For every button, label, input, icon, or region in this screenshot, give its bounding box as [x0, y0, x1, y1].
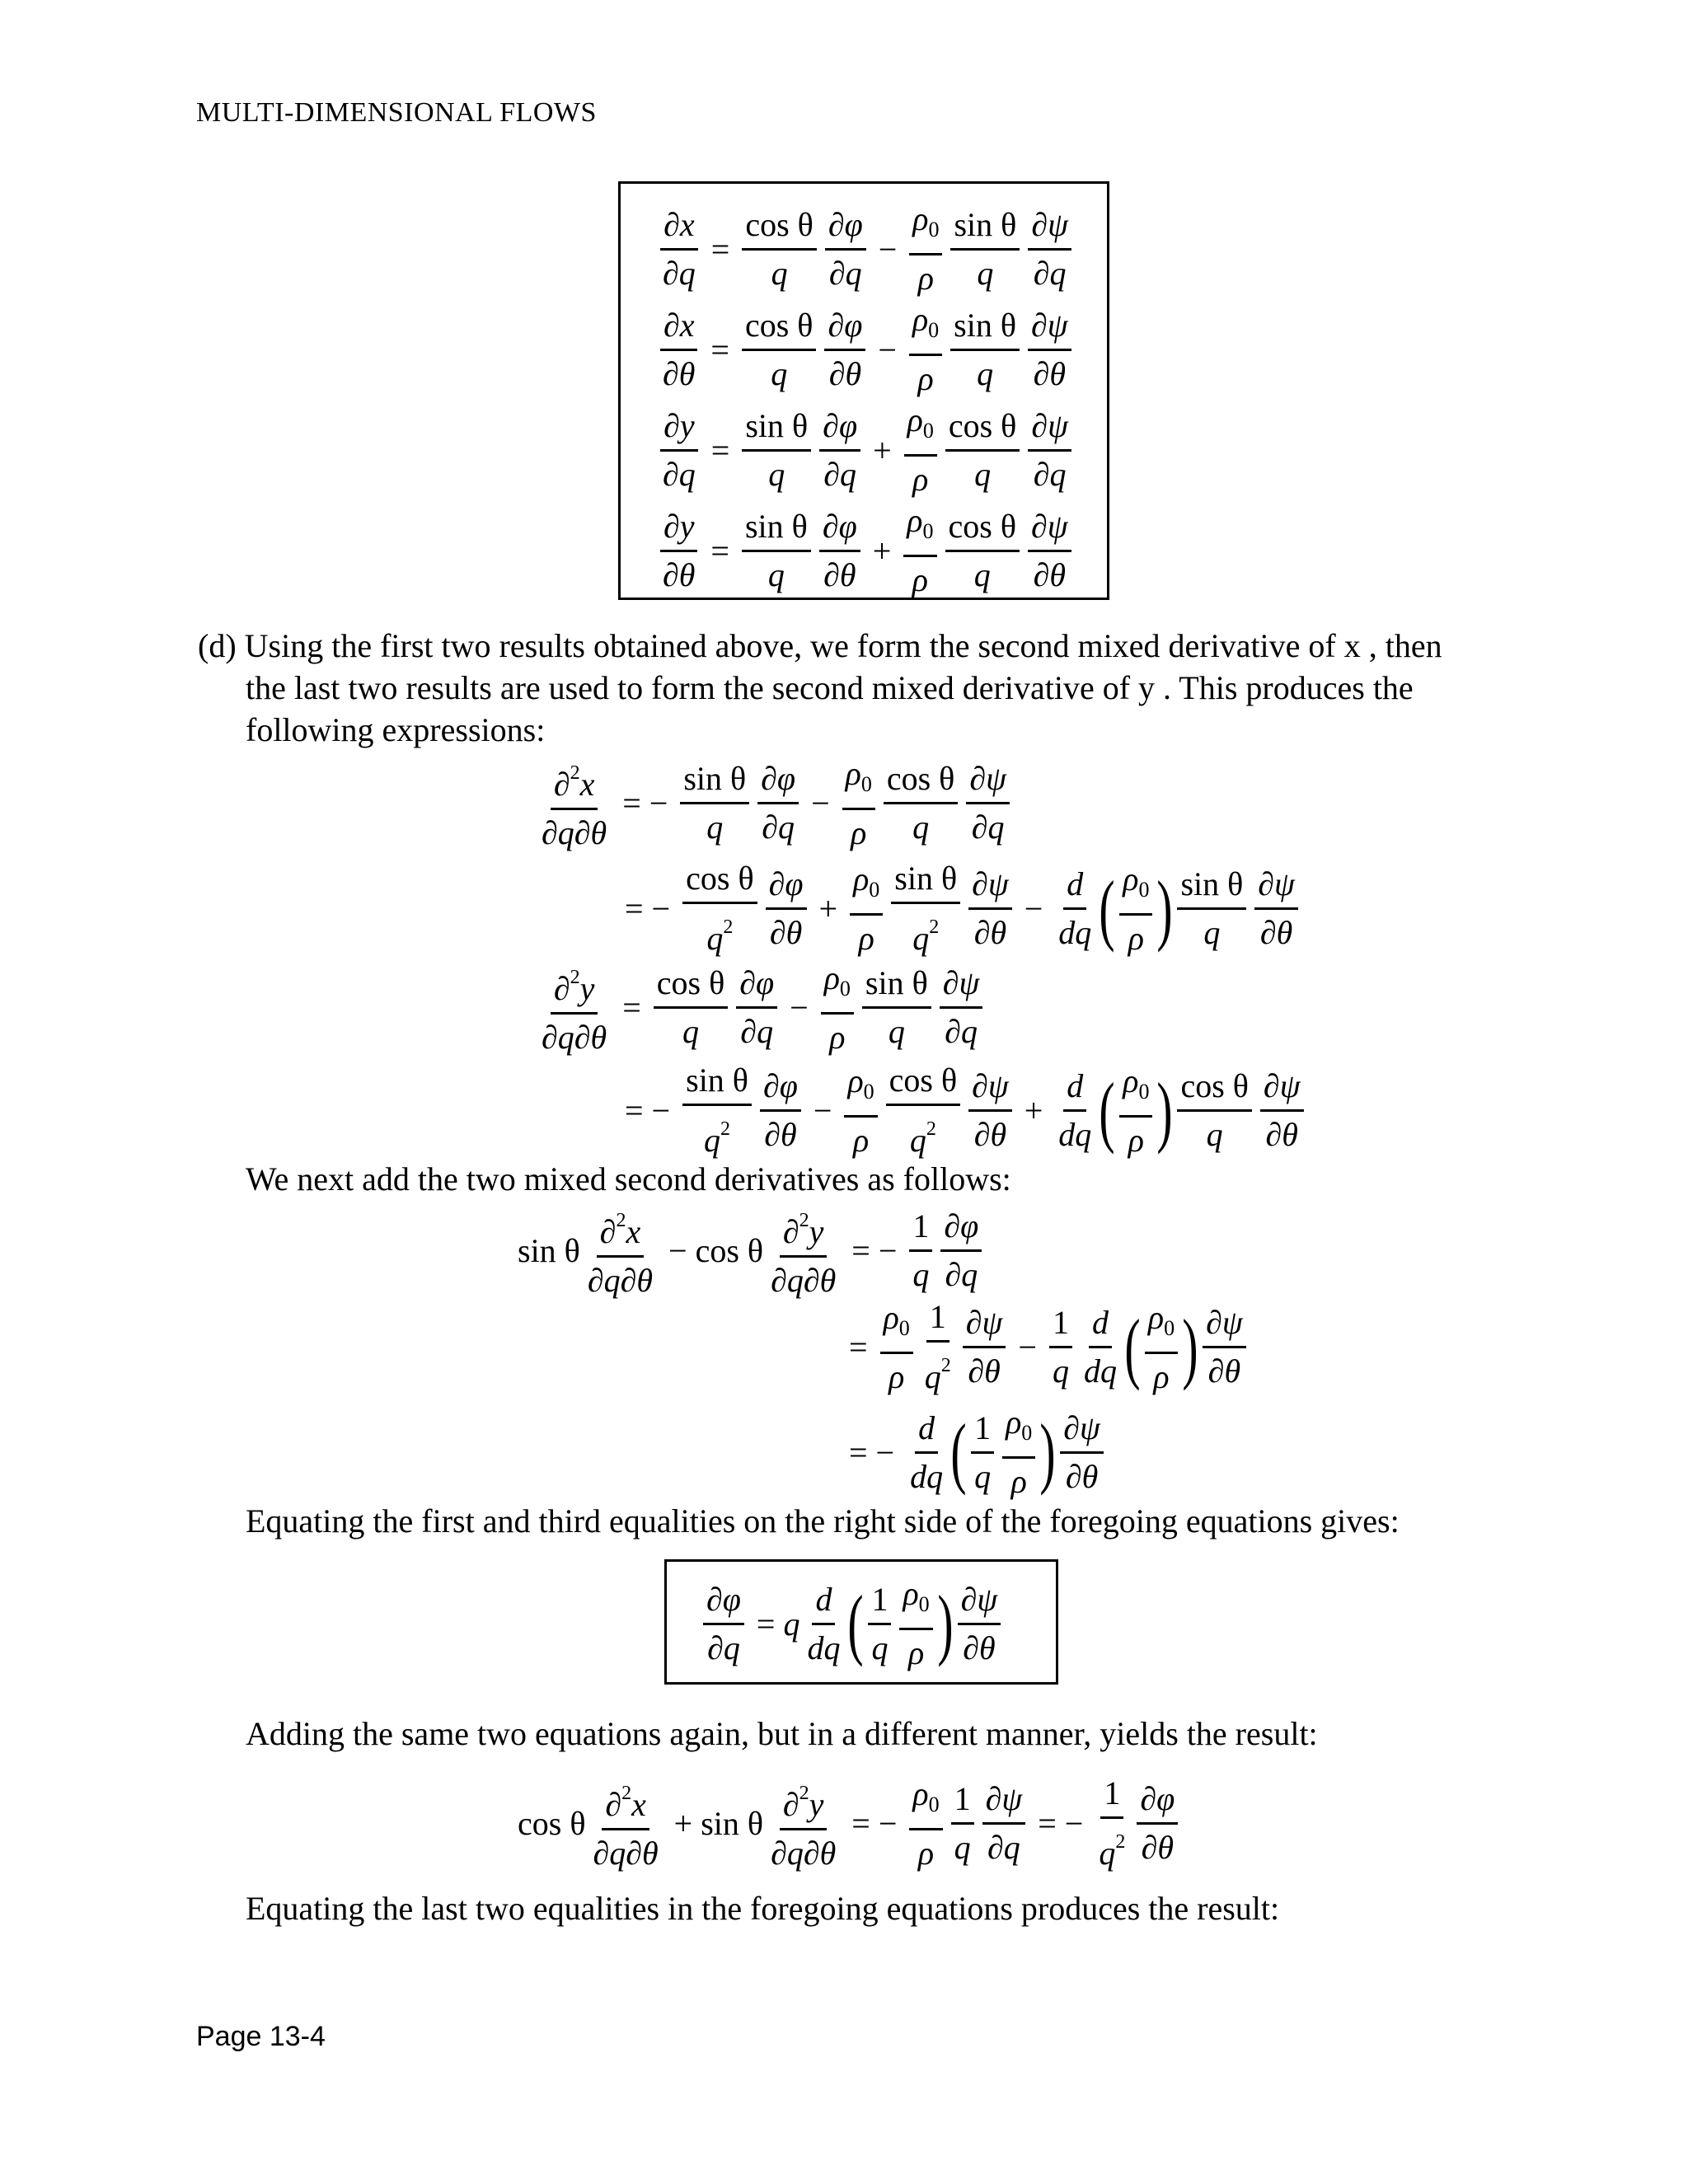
paragraph-adding-again: Adding the same two equations again, but in a different manner, yields the result:: [246, 1715, 1318, 1752]
equation-dx-dtheta: $\frac{\partial x}{\partial\theta}$ = $\frac{\text{cos θ}}{q}$ $\frac{\partial\varphi}{\partial\theta}$ − $\frac{\rho_0}{\rho}$ $\frac{\text{sin θ}}{q}$ $\frac{\partial\psi}{\partial\theta}$: [655, 298, 1076, 401]
equation-dy-dtheta: $\frac{\partial y}{\partial\theta}$ = $\frac{\text{sin θ}}{q}$ $\frac{\partial\varphi}{\partial\theta}$ + $\frac{\rho_0}{\rho}$ $\frac{\text{cos θ}}{q}$ $\frac{\partial\psi}{\partial\theta}$: [655, 499, 1076, 602]
equation-dphi-dq-result: $\frac{\partial\varphi}{\partial q}$ = q $\frac{d}{dq}$ ( $\frac{1}{q}$ $\frac{\rho_0}{\rho}$ ) $\frac{\partial\psi}{\partial\theta}$: [699, 1572, 1005, 1675]
equation-d2y-line2: = − $\frac{\text{sin θ}}{q^2}$ $\frac{\partial\varphi}{\partial\theta}$ − $\frac{\rho_0}{\rho}$ $\frac{\text{cos θ}}{q^2}$ $\frac{\partial\psi}{\partial\theta}$ + $\frac{d}{dq}$ ( $\frac{\rho_0}{\rho}$ ) $\frac{\text{cos θ}}{q}$ $\frac{\partial\psi}{\partial\theta}$: [617, 1059, 1308, 1162]
equation-sum-line3: = − $\frac{d}{dq}$ ( $\frac{1}{q}$ $\frac{\rho_0}{\rho}$ ) $\frac{\partial\psi}{\partial\theta}$: [841, 1401, 1108, 1503]
fraction: $\frac{\partial\varphi}{\partial q}$: [825, 204, 866, 295]
equation-dy-dq: $\frac{\partial y}{\partial q}$ = $\frac{\text{sin θ}}{q}$ $\frac{\partial\varphi}{\partial q}$ + $\frac{\rho_0}{\rho}$ $\frac{\text{cos θ}}{q}$ $\frac{\partial\psi}{\partial q}$: [655, 399, 1076, 501]
paragraph-add-mixed: We next add the two mixed second derivatives as follows:: [246, 1160, 1011, 1197]
equation-sum-line1: sin θ $\frac{\partial^2x}{\partial q\partial\theta}$ − cos θ $\frac{\partial^2y}{\partial q\partial\theta}$ = − $\frac{1}{q}$ $\frac{\partial\varphi}{\partial q}$: [518, 1199, 986, 1302]
equation-d2y-line1: $\frac{\partial^2y}{\partial q\partial\theta}$ = $\frac{\text{cos θ}}{q}$ $\frac{\partial\varphi}{\partial q}$ − $\frac{\rho_0}{\rho}$ $\frac{\text{sin θ}}{q}$ $\frac{\partial\psi}{\partial q}$: [534, 956, 987, 1059]
equation-second-sum: cos θ $\frac{\partial^2x}{\partial q\partial\theta}$ + sin θ $\frac{\partial^2y}{\partial q\partial\theta}$ = − $\frac{\rho_0}{\rho}$ $\frac{1}{q}$ $\frac{\partial\psi}{\partial q}$ = − $\frac{1}{q^2}$ $\frac{\partial\varphi}{\partial\theta}$: [518, 1772, 1182, 1875]
running-header: MULTI-DIMENSIONAL FLOWS: [196, 97, 597, 128]
equation-d2x-line2: = − $\frac{\text{cos θ}}{q^2}$ $\frac{\partial\varphi}{\partial\theta}$ + $\frac{\rho_0}{\rho}$ $\frac{\text{sin θ}}{q^2}$ $\frac{\partial\psi}{\partial\theta}$ − $\frac{d}{dq}$ ( $\frac{\rho_0}{\rho}$ ) $\frac{\text{sin θ}}{q}$ $\frac{\partial\psi}{\partial\theta}$: [617, 857, 1302, 960]
paragraph-d-line2: the last two results are used to form the second mixed derivative of y . This produces the: [246, 669, 1414, 706]
equation-sum-line2: = $\frac{\rho_0}{\rho}$ $\frac{1}{q^2}$ $\frac{\partial\psi}{\partial\theta}$ − $\frac{1}{q}$ $\frac{d}{dq}$ ( $\frac{\rho_0}{\rho}$ ) $\frac{\partial\psi}{\partial\theta}$: [841, 1296, 1250, 1399]
fraction: $\frac{\partial\psi}{\partial q}$: [1028, 204, 1071, 295]
fraction: $\frac{\partial x}{\partial q}$: [659, 204, 699, 295]
fraction: $\frac{\rho_0}{\rho}$: [909, 198, 942, 300]
equation-dx-dq: $\frac{\partial x}{\partial q}$ = $\frac{\text{cos θ}}{q}$ $\frac{\partial\varphi}{\partial q}$ − $\frac{\rho_0}{\rho}$ $\frac{\text{sin θ}}{q}$ $\frac{\partial\psi}{\partial q}$: [655, 198, 1076, 300]
equation-d2x-line1: $\frac{\partial^2x}{\partial q\partial\theta}$ = − $\frac{\text{sin θ}}{q}$ $\frac{\partial\varphi}{\partial q}$ − $\frac{\rho_0}{\rho}$ $\frac{\text{cos θ}}{q}$ $\frac{\partial\psi}{\partial q}$: [534, 752, 1014, 855]
paragraph-d-line1: (d) Using the first two results obtained above, we form the second mixed derivative of x , then: [198, 627, 1442, 664]
fraction: $\frac{\text{sin θ}}{q}$: [950, 204, 1020, 295]
paragraph-d-line3: following expressions:: [246, 711, 546, 748]
paragraph-equate-first-third: Equating the first and third equalities on the right side of the foregoing equations gives:: [246, 1502, 1400, 1540]
fraction: $\frac{\text{cos θ}}{q}$: [742, 204, 816, 295]
page-number: Page 13-4: [196, 2021, 326, 2052]
paragraph-equate-last-two: Equating the last two equalities in the foregoing equations produces the result:: [246, 1890, 1280, 1927]
